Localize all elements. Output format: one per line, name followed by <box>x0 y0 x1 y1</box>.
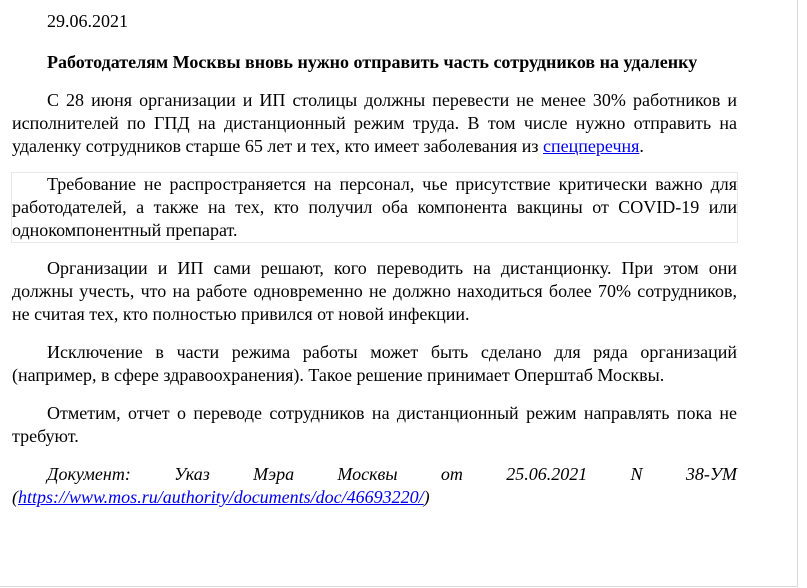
source-reference <box>12 463 737 509</box>
paragraph-1-end: . <box>639 136 644 156</box>
paragraph-5: Отметим, отчет о переводе сотрудников на дистанционный режим направлять пока не требуют. <box>12 403 737 446</box>
source-suffix: ) <box>423 487 430 507</box>
paragraph-3: Организации и ИП сами решают, кого переводить на дистанционку. При этом они должны учесть, что на работе одновременно не должно находиться более 70% сотрудников, не считая тех, кто полностью привился от новой инфекции. <box>12 258 737 324</box>
paragraph-4: Исключение в части режима работы может быть сделано для ряда организаций (например, в сфере здравоохранения). Такое решение принимает Оперштаб Москвы. <box>12 342 737 385</box>
document-body <box>12 10 737 524</box>
paragraph-2: Требование не распространяется на персонал, чье присутствие критически важно для работодателей, а также на тех, кто получил оба компонента вакцины от COVID-19 или однокомпонентный препарат. <box>12 174 737 240</box>
special-list-link[interactable]: спецперечня <box>543 136 640 156</box>
paragraph-1 <box>12 89 737 158</box>
article-headline: Работодателям Москвы вновь нужно отправить часть сотрудников на удаленку <box>47 52 698 72</box>
source-link[interactable]: https://www.mos.ru/authority/documents/doc/46693220/ <box>18 487 424 507</box>
article-date: 29.06.2021 <box>47 11 128 31</box>
source-prefix: Документ: Указ Мэра Москвы от 25.06.2021 N 38-УМ ( <box>12 464 737 507</box>
paragraph-1-text: С 28 июня организации и ИП столицы должны перевести не менее 30% работников и исполнителей по ГПД на дистанционный режим труда. В том числе нужно отправить на удаленку сотрудников старше 65 лет и тех, кто имеет заболевания из <box>12 90 737 156</box>
